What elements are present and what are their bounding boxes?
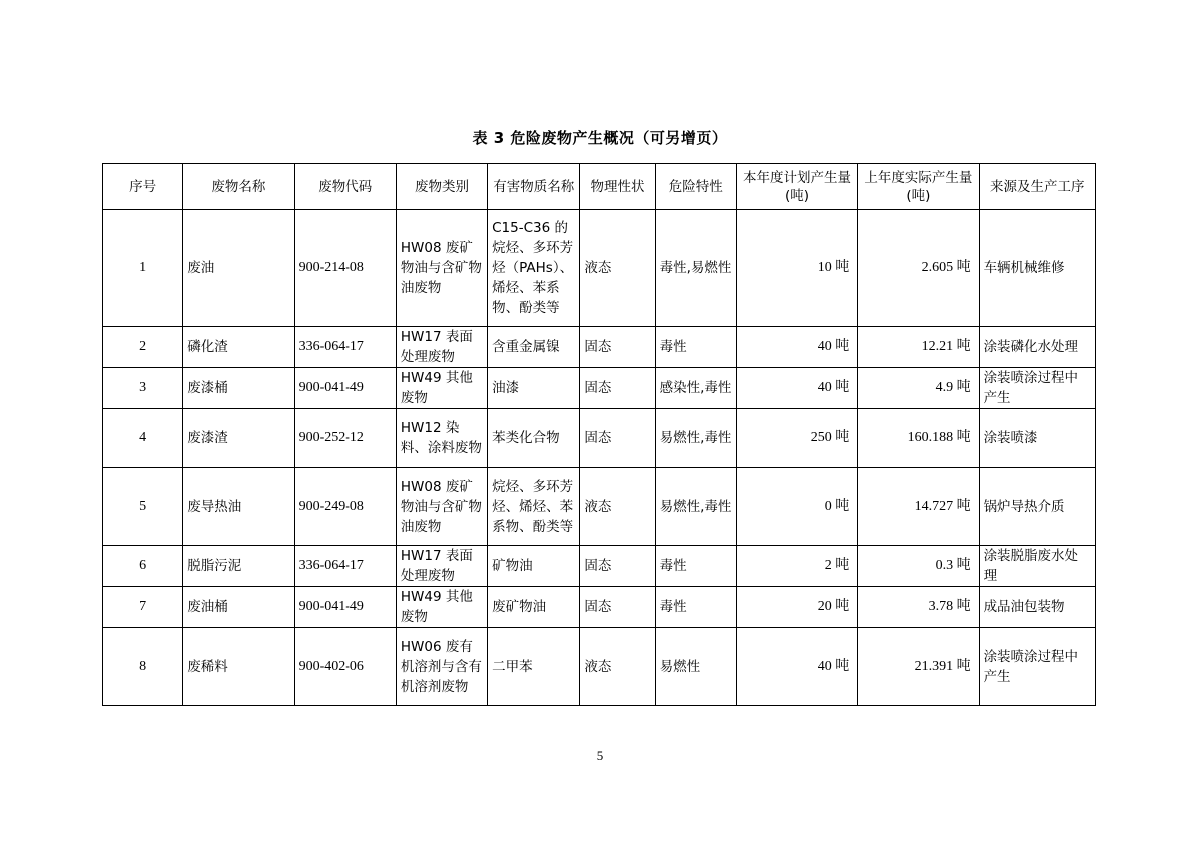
actual-amount: 12.21 吨 [858, 327, 979, 368]
hazard-property: 感染性,毒性 [655, 368, 736, 409]
source-process: 涂装喷漆 [979, 409, 1095, 468]
waste-category: HW12 染料、涂料废物 [396, 409, 487, 468]
actual-amount: 3.78 吨 [858, 587, 979, 628]
header-cell: 有害物质名称 [488, 164, 580, 210]
physical-state: 固态 [580, 587, 655, 628]
row-number: 6 [103, 546, 183, 587]
actual-amount: 4.9 吨 [858, 368, 979, 409]
page-number: 5 [596, 748, 604, 763]
header-cell: 危险特性 [655, 164, 736, 210]
actual-amount: 14.727 吨 [858, 468, 979, 546]
hazardous-substance: 二甲苯 [488, 628, 580, 706]
waste-code: 336-064-17 [294, 327, 396, 368]
waste-name: 脱脂污泥 [183, 546, 294, 587]
hazardous-substance: 烷烃、多环芳烃、烯烃、苯系物、酚类等 [488, 468, 580, 546]
waste-code: 336-064-17 [294, 546, 396, 587]
hazard-property: 毒性 [655, 546, 736, 587]
row-number: 1 [103, 210, 183, 327]
table-row [103, 468, 1096, 546]
physical-state: 液态 [580, 468, 655, 546]
table-row [103, 628, 1096, 706]
hazardous-waste-table [102, 163, 1096, 706]
hazard-property: 毒性 [655, 327, 736, 368]
actual-amount: 0.3 吨 [858, 546, 979, 587]
table-row [103, 327, 1096, 368]
row-number: 2 [103, 327, 183, 368]
row-number: 8 [103, 628, 183, 706]
hazardous-substance: 矿物油 [488, 546, 580, 587]
source-process: 涂装脱脂废水处理 [979, 546, 1095, 587]
waste-name: 废油桶 [183, 587, 294, 628]
source-process: 涂装喷涂过程中产生 [979, 368, 1095, 409]
actual-amount: 2.605 吨 [858, 210, 979, 327]
header-cell: 本年度计划产生量(吨) [736, 164, 857, 210]
hazard-property: 毒性,易燃性 [655, 210, 736, 327]
actual-amount: 21.391 吨 [858, 628, 979, 706]
table-row [103, 210, 1096, 327]
header-cell: 序号 [103, 164, 183, 210]
waste-code: 900-402-06 [294, 628, 396, 706]
source-process: 涂装磷化水处理 [979, 327, 1095, 368]
hazardous-substance: 含重金属镍 [488, 327, 580, 368]
planned-amount: 40 吨 [736, 327, 857, 368]
header-row [103, 164, 1096, 210]
physical-state: 固态 [580, 409, 655, 468]
waste-category: HW49 其他废物 [396, 368, 487, 409]
waste-code: 900-041-49 [294, 587, 396, 628]
physical-state: 固态 [580, 546, 655, 587]
actual-amount: 160.188 吨 [858, 409, 979, 468]
physical-state: 固态 [580, 327, 655, 368]
physical-state: 液态 [580, 210, 655, 327]
table-title: 表 3 危险废物产生概况（可另增页） [472, 129, 728, 147]
row-number: 4 [103, 409, 183, 468]
waste-category: HW17 表面处理废物 [396, 546, 487, 587]
hazardous-substance: 苯类化合物 [488, 409, 580, 468]
table-row [103, 587, 1096, 628]
table-row [103, 368, 1096, 409]
waste-code: 900-041-49 [294, 368, 396, 409]
row-number: 3 [103, 368, 183, 409]
waste-category: HW08 废矿物油与含矿物油废物 [396, 468, 487, 546]
waste-category: HW06 废有机溶剂与含有机溶剂废物 [396, 628, 487, 706]
planned-amount: 2 吨 [736, 546, 857, 587]
table-row [103, 546, 1096, 587]
waste-name: 磷化渣 [183, 327, 294, 368]
waste-code: 900-214-08 [294, 210, 396, 327]
planned-amount: 40 吨 [736, 628, 857, 706]
waste-name: 废漆桶 [183, 368, 294, 409]
hazard-property: 毒性 [655, 587, 736, 628]
header-cell: 上年度实际产生量(吨) [858, 164, 979, 210]
hazardous-substance: 油漆 [488, 368, 580, 409]
waste-name: 废油 [183, 210, 294, 327]
physical-state: 固态 [580, 368, 655, 409]
header-cell: 废物名称 [183, 164, 294, 210]
header-cell: 废物代码 [294, 164, 396, 210]
source-process: 锅炉导热介质 [979, 468, 1095, 546]
table-row [103, 409, 1096, 468]
hazard-property: 易燃性,毒性 [655, 468, 736, 546]
hazard-property: 易燃性,毒性 [655, 409, 736, 468]
header-cell: 来源及生产工序 [979, 164, 1095, 210]
planned-amount: 40 吨 [736, 368, 857, 409]
physical-state: 液态 [580, 628, 655, 706]
header-cell: 废物类别 [396, 164, 487, 210]
planned-amount: 20 吨 [736, 587, 857, 628]
hazardous-substance: C15-C36 的烷烃、多环芳烃（PAHs）、烯烃、苯系物、酚类等 [488, 210, 580, 327]
planned-amount: 250 吨 [736, 409, 857, 468]
hazardous-substance: 废矿物油 [488, 587, 580, 628]
source-process: 车辆机械维修 [979, 210, 1095, 327]
planned-amount: 10 吨 [736, 210, 857, 327]
waste-name: 废漆渣 [183, 409, 294, 468]
source-process: 涂装喷涂过程中产生 [979, 628, 1095, 706]
waste-code: 900-252-12 [294, 409, 396, 468]
row-number: 7 [103, 587, 183, 628]
waste-code: 900-249-08 [294, 468, 396, 546]
waste-name: 废稀料 [183, 628, 294, 706]
waste-category: HW08 废矿物油与含矿物油废物 [396, 210, 487, 327]
planned-amount: 0 吨 [736, 468, 857, 546]
source-process: 成品油包装物 [979, 587, 1095, 628]
waste-category: HW17 表面处理废物 [396, 327, 487, 368]
waste-name: 废导热油 [183, 468, 294, 546]
hazard-property: 易燃性 [655, 628, 736, 706]
waste-category: HW49 其他废物 [396, 587, 487, 628]
row-number: 5 [103, 468, 183, 546]
header-cell: 物理性状 [580, 164, 655, 210]
